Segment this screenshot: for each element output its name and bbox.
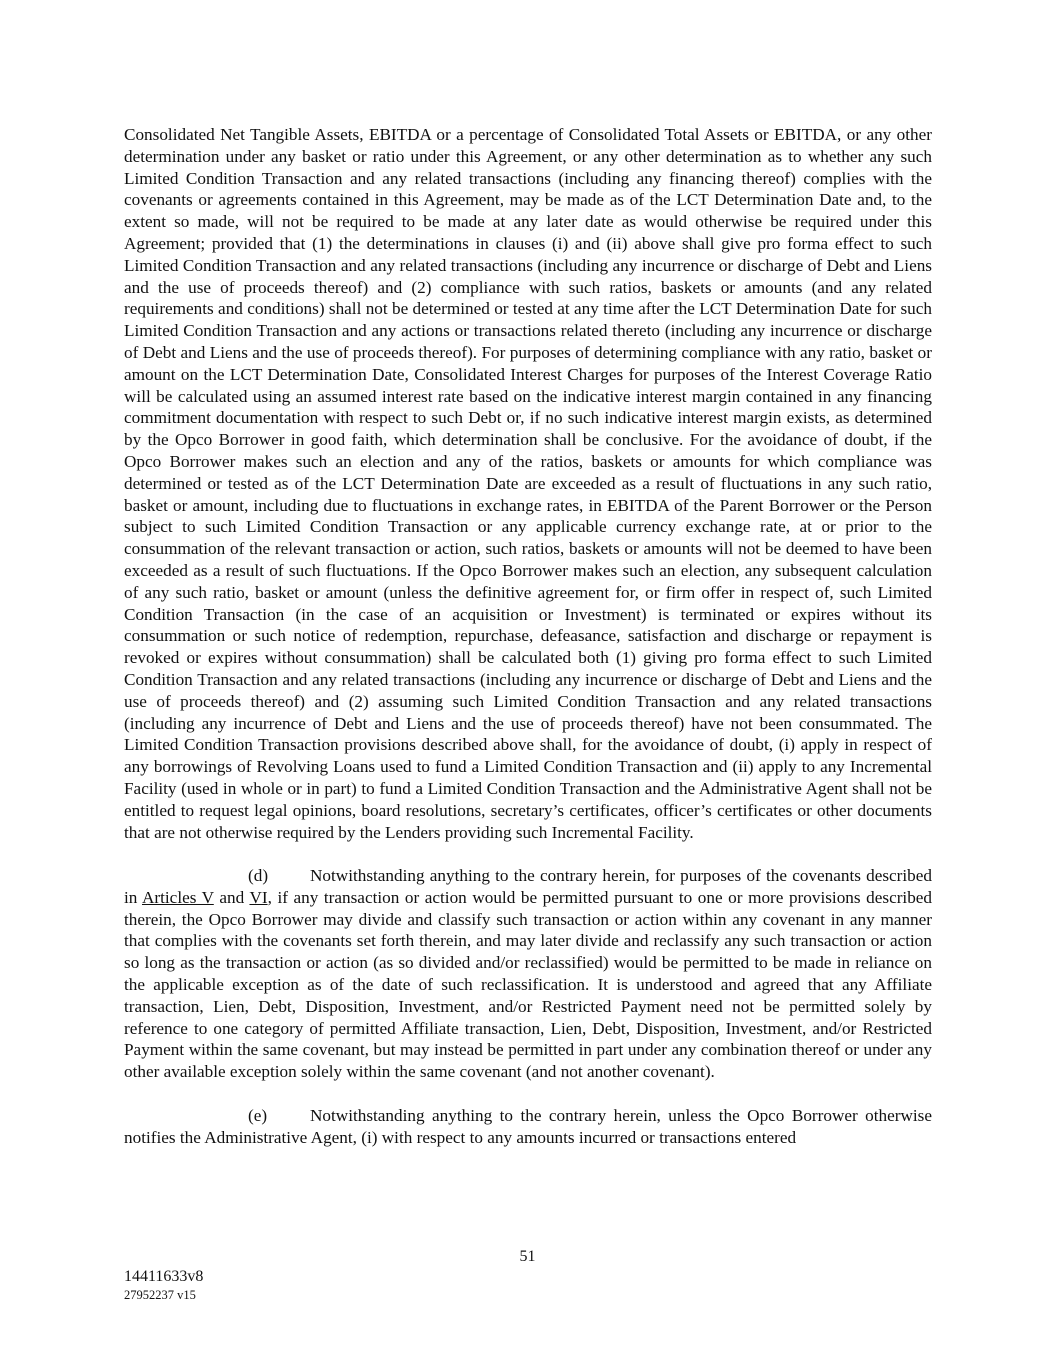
articles-v-link[interactable]: Articles V <box>142 887 214 907</box>
page-number: 51 <box>519 1248 536 1265</box>
paragraph-lct-determination: Consolidated Net Tangible Assets, EBITDA or a percentage of Consolidated Total Assets or EBITDA, or any other determination under any basket or ratio under this Agreement, or any other determination as to whether any such Limited Condition Transaction and any related transactions (including any financing thereof) complies with the covenants or agreements contained in this Agreement, may be made as of the LCT Determination Date and, to the extent so made, will not be required to be made at any later date as would otherwise be required under this Agreement; provided that (1) the determinations in clauses (i) and (ii) above shall give pro forma effect to such Limited Condition Transaction and any related transactions (including any incurrence or discharge of Debt and Liens and the use of proceeds thereof) and (2) compliance with such ratios, baskets or amounts (and any related requirements and conditions) shall not be determined or tested at any time after the LCT Determination Date for such Limited Condition Transaction and any actions or transactions related thereto (including any incurrence or discharge of Debt and Liens and the use of proceeds thereof). For purposes of determining compliance with any ratio, basket or amount on the LCT Determination Date, Consolidated Interest Charges for purposes of the Interest Coverage Ratio will be calculated using an assumed interest rate based on the indicative interest margin contained in any financing commitment documentation with respect to such Debt or, if no such indicative interest margin exists, as determined by the Opco Borrower in good faith, which determination shall be conclusive. For the avoidance of doubt, if the Opco Borrower makes such an election and any of the ratios, baskets or amounts for which compliance was determined or tested as of the LCT Determination Date are exceeded as a result of fluctuations in any such ratio, basket or amount, including due to fluctuations in exchange rates, in EBITDA of the Parent Borrower or the Person subject to such Limited Condition Transaction or any applicable currency exchange rate, at or prior to the consummation of the relevant transaction or action, such ratios, baskets or amounts will not be deemed to have been exceeded as a result of such fluctuations. If the Opco Borrower makes such an election, any subsequent calculation of any such ratio, basket or amount (unless the definitive agreement for, or firm offer in respect of, such Limited Condition Transaction (in the case of an acquisition or Investment) is terminated or expires without its consummation or such notice of redemption, repurchase, defeasance, satisfaction and discharge or repayment is revoked or expires without consummation) shall be calculated both (1) giving pro forma effect to such Limited Condition Transaction and any related transactions (including any incurrence or discharge of Debt and Liens and the use of proceeds thereof) and (2) assuming such Limited Condition Transaction and any related transactions (including any incurrence of Debt and Liens and the use of proceeds thereof) have not been consummated. The Limited Condition Transaction provisions described above shall, for the avoidance of doubt, (i) apply in respect of any borrowings of Revolving Loans used to fund a Limited Condition Transaction and (ii) apply to any Incremental Facility (used in whole or in part) to fund a Limited Condition Transaction and the Administrative Agent shall not be entitled to request legal opinions, board resolutions, secretary’s certificates, officer’s certificates or other documents that are not otherwise required by the Lenders providing such Incremental Facility. <box>124 125 932 842</box>
document-body <box>124 124 932 1170</box>
paragraph-d-text-after: , if any transaction or action would be permitted pursuant to one or more provisions described therein, the Opco Borrower may divide and classify such transaction or action within any covenant in any manner that complies with the covenants set forth therein, and may later divide and reclassify any such transaction or action so long as the transaction or action (as so divided and/or reclassified) would be permitted to be made in reliance on the applicable exception as of the date of such reclassification. It is understood and agreed that any Affiliate transaction, Lien, Debt, Disposition, Investment, and/or Restricted Payment need not be permitted solely by reference to one category of permitted Affiliate transaction, Lien, Debt, Disposition, Investment, and/or Restricted Payment within the same covenant, but may instead be permitted in part under any combination thereof or under any other available exception solely within the same covenant (and not another covenant). <box>124 887 933 1082</box>
paragraph-d-label: (d) <box>248 866 269 886</box>
paragraph-d-and: and <box>213 887 250 907</box>
document-id-secondary: 27952237 v15 <box>124 1288 196 1302</box>
paragraph-e <box>124 1105 932 1149</box>
document-id-primary: 14411633v8 <box>124 1268 204 1285</box>
paragraph-d-text-before: Notwithstanding anything to the contrary herein, for purposes of the covenants described in <box>124 866 932 907</box>
paragraph-e-text: Notwithstanding anything to the contrary herein, unless the Opco Borrower otherwise notifies the Administrative Agent, (i) with respect to any amounts incurred or transactions entered <box>124 1105 932 1147</box>
paragraph-e-label: (e) <box>248 1105 268 1125</box>
article-vi-link[interactable]: VI <box>249 887 268 907</box>
paragraph-d <box>124 865 932 1083</box>
